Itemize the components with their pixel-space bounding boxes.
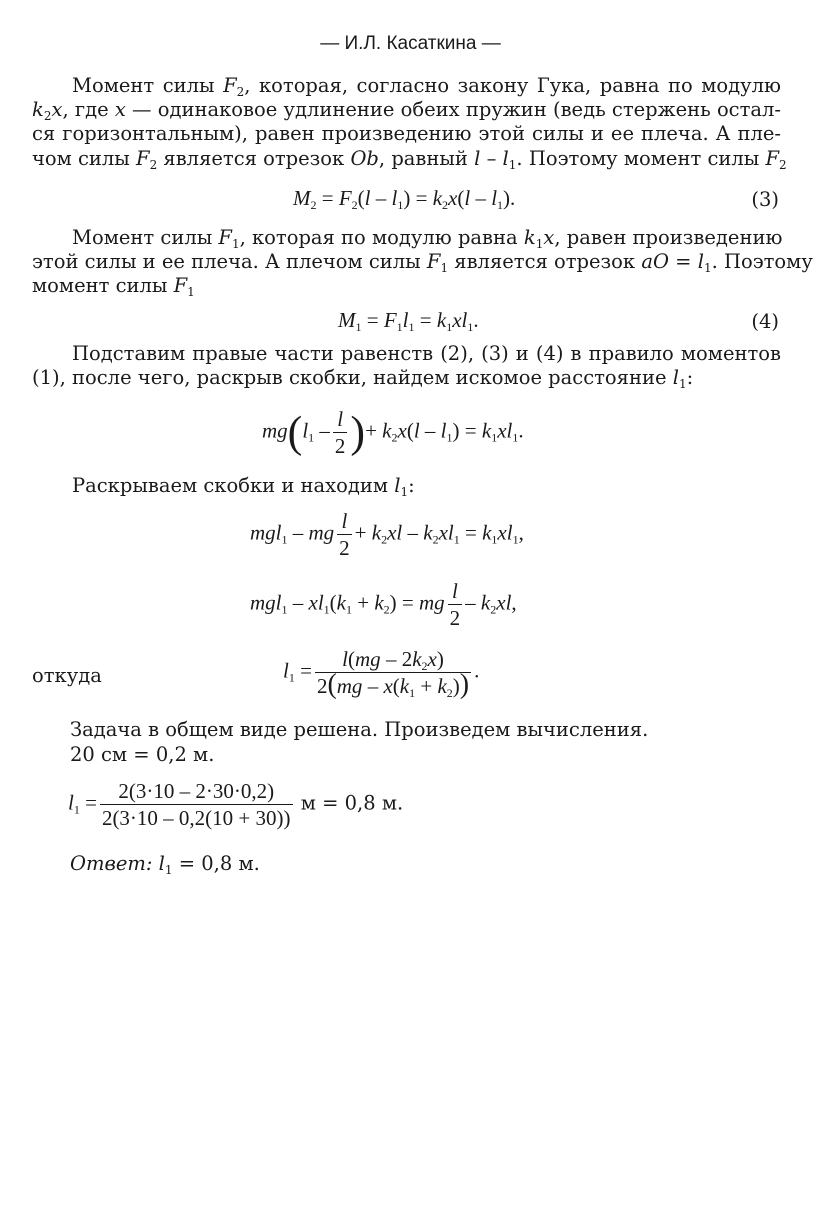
equation-moments: $mg(l_1$ – $\frac{l}{2}$ )+ $k_2x(l - l_1) = k_1xl_1$. <box>262 407 524 458</box>
running-header: — И.Л. Касаткина — <box>320 33 501 54</box>
paragraph-open-brackets <box>32 474 781 498</box>
equation-4: $M_1 = F_1l_1 = k_1xl_1$. <box>338 308 479 334</box>
text-line: (1), после чего, раскрыв скобки, найдем искомое расстояние $l_1$: <box>32 366 694 392</box>
calc-denominator: 2(3·10 – 0,2(10 + 30)) <box>101 806 291 830</box>
text-line: ся горизонтальным), равен произведению этой силы и ее плеча. А пле- <box>32 122 781 146</box>
equation-expanded-1: mgl$_1$ – mg $\frac{l}{2}$ + $k_2xl - k_2xl_1 = k_1xl_1$, <box>250 509 524 560</box>
paragraph-moment-f2 <box>32 74 787 172</box>
text-line: Момент силы $F_1$, которая по модулю равна $k_1x$, равен произведению <box>72 226 783 251</box>
paragraph-substitution <box>32 342 781 390</box>
paragraph-moment-f1 <box>32 226 813 300</box>
calc-result: м = 0,8 м. <box>300 791 404 815</box>
word-whence: откуда <box>32 664 102 687</box>
text-line: этой силы и ее плеча. А плечом силы $F_1$ является отрезок aO = $l_1$. Поэтому <box>32 250 813 276</box>
text-line: чом силы $F_2$ является отрезок Ob, равный l – $l_1$. Поэтому момент силы $F_2$ <box>32 146 787 172</box>
text-line: Подставим правые части равенств (2), (3) и (4) в правило моментов <box>72 342 781 365</box>
equation-3: $M_2 = F_2(l - l_1) = k_2x(l - l_1)$. <box>293 186 516 212</box>
answer-value: = 0,8 м. <box>172 852 260 875</box>
equation-result-formula: $l_1$ = $\frac{l(mg - 2k_2x)}{2(mg - x(k_1 + k_2))}$ . <box>283 647 480 700</box>
text-line: $k_2x$, где x — одинаковое удлинение обеих пружин (ведь стержень остал- <box>32 98 781 124</box>
calc-numerator: 2(3·10 – 2·30·0,2) <box>100 778 293 805</box>
text-line: момент силы $F_1$ <box>32 274 195 300</box>
text-conversion: 20 см = 0,2 м. <box>70 743 215 766</box>
equation-number-3: (3) <box>751 188 779 211</box>
text-solved: Задача в общем виде решена. Произведем вычисления. <box>70 718 649 741</box>
text-line: Момент силы $F_2$, которая, согласно закону Гука, равна по модулю <box>72 74 781 99</box>
answer-label: Ответ: <box>70 852 153 875</box>
equation-number-4: (4) <box>751 310 779 333</box>
equation-numeric: $l_1$ = $\frac{2(3\cdot 10 - 2\cdot 30\cdot 0,2)}{2(3\cdot 10 - 0,2(10 + 30))}$ м = 0,8 м. <box>68 779 404 830</box>
equation-expanded-2: $mgl_1 - xl_1(k_1 + k_2)$ = mg $\frac{l}{2}$ – $k_2xl$, <box>250 579 517 630</box>
answer-line: Ответ: $l_1 = 0,8$ м. <box>70 852 260 877</box>
text-line: Раскрываем скобки и находим $l_1$: <box>72 474 415 499</box>
